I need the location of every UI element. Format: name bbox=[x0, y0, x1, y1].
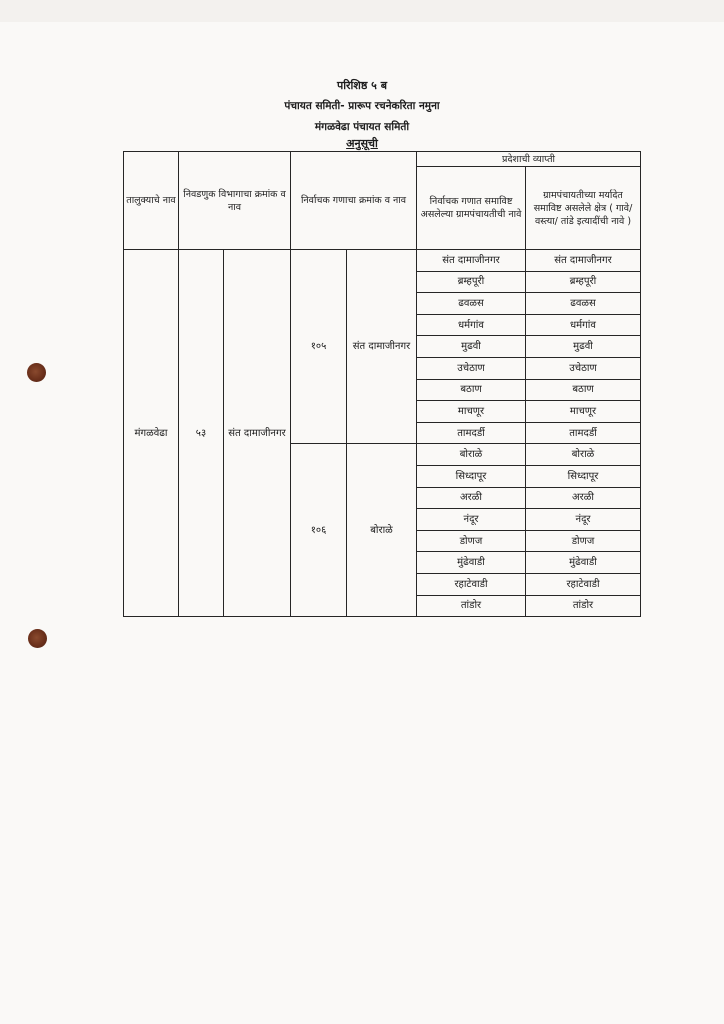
area-name: उचेठाण bbox=[526, 357, 641, 379]
gram-panchayat-name: संत दामाजीनगर bbox=[417, 250, 526, 272]
gram-panchayat-name: अरळी bbox=[417, 487, 526, 509]
gan-name: संत दामाजीनगर bbox=[347, 250, 417, 444]
area-name: सिध्दापूर bbox=[526, 465, 641, 487]
gram-panchayat-name: मुढवी bbox=[417, 336, 526, 358]
schedule-heading: अनुसूची bbox=[346, 137, 378, 150]
area-name: रहाटेवाडी bbox=[526, 573, 641, 595]
area-name: तांडोर bbox=[526, 595, 641, 617]
gram-panchayat-name: बठाण bbox=[417, 379, 526, 401]
punch-hole-top bbox=[27, 363, 46, 382]
form-subtitle: पंचायत समिती- प्रारूप रचनेकरिता नमुना bbox=[284, 100, 440, 112]
division-number: ५३ bbox=[179, 250, 224, 617]
gram-panchayat-name: डोणज bbox=[417, 530, 526, 552]
col-header-division: निवडणुक विभागाचा क्रमांक व नाव bbox=[179, 152, 291, 250]
panchayat-samiti-name: मंगळवेढा पंचायत समिती bbox=[314, 121, 410, 133]
area-name: मुंढेवाडी bbox=[526, 552, 641, 574]
area-name: माचणूर bbox=[526, 401, 641, 423]
punch-hole-bottom bbox=[28, 629, 47, 648]
gram-panchayat-name: धर्मगांव bbox=[417, 314, 526, 336]
area-name: डोणज bbox=[526, 530, 641, 552]
area-name: अरळी bbox=[526, 487, 641, 509]
col-header-areas: ग्रामपंचायतीच्या मर्यादेत समाविष्ट असलेले क्षेत्र ( गावे/वस्त्या/ तांडे इत्यादींची नावे ) bbox=[526, 167, 641, 250]
gram-panchayat-name: ब्रम्हपूरी bbox=[417, 271, 526, 293]
gan-name: बोराळे bbox=[347, 444, 417, 617]
area-name: ढवळस bbox=[526, 293, 641, 315]
schedule-table bbox=[123, 151, 641, 617]
col-header-gan: निर्वाचक गणाचा क्रमांक व नाव bbox=[291, 152, 417, 250]
gram-panchayat-name: ढवळस bbox=[417, 293, 526, 315]
area-name: ब्रम्हपूरी bbox=[526, 271, 641, 293]
appendix-title: परिशिष्ठ ५ ब bbox=[336, 79, 388, 92]
gan-number: १०५ bbox=[291, 250, 347, 444]
gram-panchayat-name: रहाटेवाडी bbox=[417, 573, 526, 595]
col-header-gp-names: निर्वाचक गणात समाविष्ट असलेल्या ग्रामपंचायतीची नावे bbox=[417, 167, 526, 250]
gram-panchayat-name: माचणूर bbox=[417, 401, 526, 423]
gram-panchayat-name: तांडोर bbox=[417, 595, 526, 617]
division-name: संत दामाजीनगर bbox=[224, 250, 291, 617]
area-name: संत दामाजीनगर bbox=[526, 250, 641, 272]
gan-number: १०६ bbox=[291, 444, 347, 617]
taluka-name: मंगळवेढा bbox=[124, 250, 179, 617]
gram-panchayat-name: बोराळे bbox=[417, 444, 526, 466]
col-header-taluka: तालुक्याचे नाव bbox=[124, 152, 179, 250]
gram-panchayat-name: मुंढेवाडी bbox=[417, 552, 526, 574]
table-row bbox=[124, 250, 641, 272]
gram-panchayat-name: सिध्दापूर bbox=[417, 465, 526, 487]
area-name: धर्मगांव bbox=[526, 314, 641, 336]
col-header-coverage: प्रदेशाची व्याप्ती bbox=[417, 152, 641, 167]
area-name: मुढवी bbox=[526, 336, 641, 358]
area-name: बोराळे bbox=[526, 444, 641, 466]
area-name: तामदर्डी bbox=[526, 422, 641, 444]
gram-panchayat-name: तामदर्डी bbox=[417, 422, 526, 444]
gram-panchayat-name: नंदूर bbox=[417, 509, 526, 531]
area-name: नंदूर bbox=[526, 509, 641, 531]
area-name: बठाण bbox=[526, 379, 641, 401]
gram-panchayat-name: उचेठाण bbox=[417, 357, 526, 379]
